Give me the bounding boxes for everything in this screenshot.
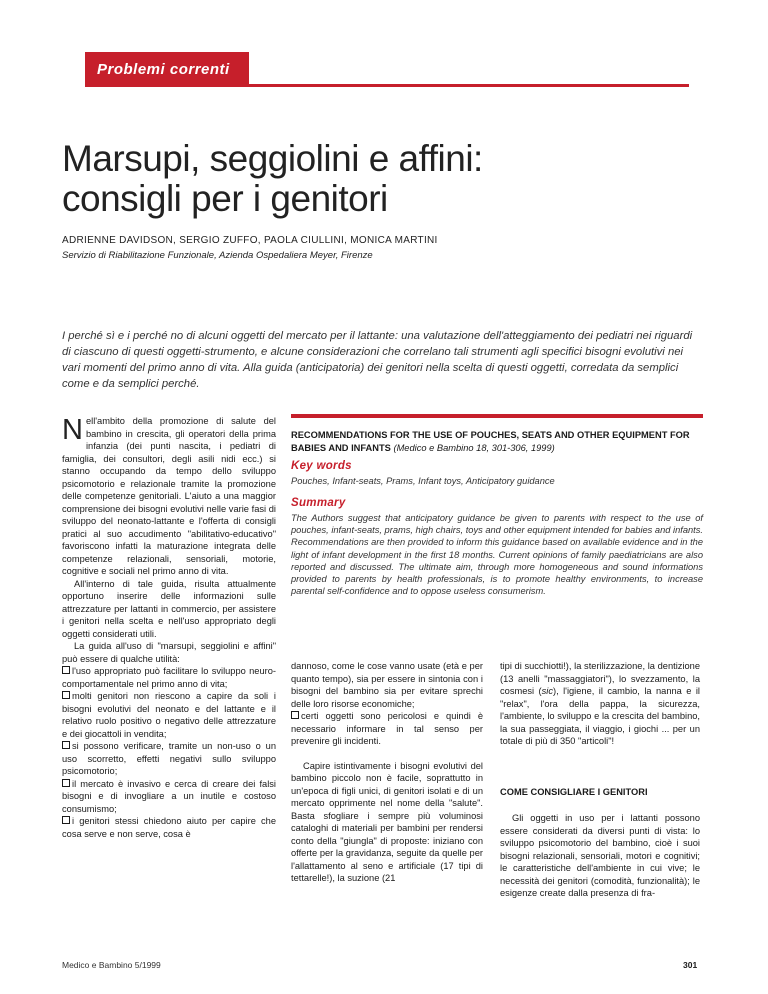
english-title: RECOMMENDATIONS FOR THE USE OF POUCHES, SEATS AND OTHER EQUIPMENT FOR BABIES AND INFANTS (Medico e Bambino 18, 301-306, 1999) (291, 430, 690, 453)
keywords: Pouches, Infant-seats, Prams, Infant toys, Anticipatory guidance (291, 476, 555, 486)
bullet-item: i genitori stessi chiedono aiuto per capire che cosa serve e non serve, cosa è (62, 816, 276, 839)
paragraph: Capire istintivamente i bisogni evolutivi del bambino piccolo non è facile, soprattutto in un'epoca di figli unici, di genitori isolati e di un mercato opprimente nel nome della "salute". Basta sfogliare i sempre più voluminosi cataloghi di materiali per bambini per rendersi conto della "giungla" di proposte: iniziano con offerte per la gravidanza, seguite da quelle per l'allattamento al seno e artificiale (17 tipi di tettarelle!), la suzione (21 (291, 760, 483, 883)
bullet-item: si possono verificare, tramite un non-uso o un uso scorretto, effetti negativi sullo sviluppo psicomotorio; (62, 741, 276, 776)
column-1 (62, 415, 276, 840)
paragraph: dannoso, come le cose vanno usate (età e per quanto tempo), sia per essere in sintonia con i bisogni del bambino sia per evitare sprechi delle loro risorse economiche; (291, 661, 483, 709)
affiliation: Servizio di Riabilitazione Funzionale, Azienda Ospedaliera Meyer, Firenze (62, 250, 373, 261)
checkbox-bullet-icon (62, 741, 70, 749)
bullet-item: certi oggetti sono pericolosi e quindi è necessario informare in tal senso per prevenire gli incidenti. (291, 711, 483, 746)
article-title (62, 139, 682, 219)
checkbox-bullet-icon (62, 691, 70, 699)
italian-abstract: I perché sì e i perché no di alcuni oggetti del mercato per il lattante: una valutazione dell'atteggiamento dei pediatri nei riguardi di ciascuno di questi oggetti-strumento, e alcune considerazioni che correlano tali strumenti agli specifici bisogni evolutivi nei vari momenti del primo anno di vita. Alla guida (anticipatoria) dei genitori nella scelta di questi oggetti, corredata da semplici come e da semplici perché. (62, 330, 693, 390)
section-label: Problemi correnti (85, 52, 249, 86)
bullet-item: il mercato è invasivo e cerca di creare dei falsi bisogni e di invogliare a un inutile e costoso consumismo; (62, 778, 276, 814)
drop-cap: N (62, 414, 83, 446)
title-line-1: Marsupi, seggiolini e affini: (62, 138, 483, 179)
bullet-item: l'uso appropriato può facilitare lo sviluppo neuro-comportamentale nel primo anno di vita; (62, 666, 276, 689)
column-2 (291, 660, 483, 885)
summary-text: The Authors suggest that anticipatory guidance be given to parents with respect to the use of pouches, infant-seats, prams, high chairs, toys and other equipment intended for babies and infants. Recommendations are then provided to inform this guidance based on available evidence and in the light of infant development in the first 18 months. Current opinions of family paediatricians are also reported and discussed. The ultimate aim, through more homogeneous and sound informations provided to parents by health professionals, is to promote healthy environments, to increase parental self-confidence and to oppose useless consumerism. (291, 513, 703, 597)
bullet-item: molti genitori non riescono a capire da soli i bisogni evolutivi del neonato e del lattante e il relativo ruolo positivo o negativo delle attrezzature e dei giocattoli in vendita; (62, 691, 276, 739)
checkbox-bullet-icon (62, 779, 70, 787)
authors: ADRIENNE DAVIDSON, SERGIO ZUFFO, PAOLA CIULLINI, MONICA MARTINI (62, 235, 438, 246)
checkbox-bullet-icon (62, 816, 70, 824)
section-rule (85, 84, 689, 87)
checkbox-bullet-icon (62, 666, 70, 674)
journal-footer: Medico e Bambino 5/1999 (62, 960, 161, 970)
keywords-heading: Key words (291, 460, 352, 472)
citation: (Medico e Bambino 18, 301-306, 1999) (393, 443, 555, 453)
intro-paragraph: Nell'ambito della promozione di salute del bambino in crescita, gli operatori della prima infanzia (dei punti nascita, i pediatri di famiglia, dei consultori, degli asili nidi ecc.) si stanno occupando da tempo dello sviluppo psicomotorio e relazionale tramite la promozione delle competenze genitoriali. L'aiuto a una maggior comprensione dei bisogni evolutivi nelle varie fasi di sviluppo del neonato-lattante e l'offerta di consigli pratici al suo accudimento "abilitativo-educativo" favoriscono infatti la maturazione integrata delle competenze relazionali, sensoriali, motorie, cognitive e sociali nel primo anno di vita. (62, 414, 276, 576)
column-3 (500, 660, 700, 900)
paragraph: Gli oggetti in uso per i lattanti possono essere considerati da diversi punti di vista: lo sviluppo psicomotorio del bambino, cioè i suoi bisogni relazionali, sensoriali, motori e cognitivi; le caratteristiche dell'ambiente in cui vive; le necessità dei genitori (comodità, funzionalità); le esigenze create dalla presenza di fra- (500, 813, 700, 898)
title-line-2: consigli per i genitori (62, 178, 388, 219)
paragraph: La guida all'uso di "marsupi, seggiolini e affini" può essere di qualche utilità: (62, 641, 276, 664)
section-heading: COME CONSIGLIARE I GENITORI (500, 786, 648, 797)
paragraph: All'interno di tale guida, risulta attualmente opportuno inserire delle informazioni sulle attrezzature per lattanti in commercio, per assistere i genitori nella scelta e nell'uso appropriato degli oggetti considerati utili. (62, 578, 276, 639)
paragraph: tipi di succhiotti!), la sterilizzazione, la dentizione (13 anelli "massaggiatori"), lo svezzamento, la cosmesi (sic), l'igiene, il cambio, la nanna e il "relax", l'ora della pappa, la sicurezza, l'ambiente, lo sviluppo e la crescita del bambino, la sua passeggiata, il viaggio, i giochi ... per un totale di più di 350 "articoli"! (500, 661, 700, 746)
checkbox-bullet-icon (291, 711, 299, 719)
page-number: 301 (683, 960, 698, 970)
summary-heading: Summary (291, 497, 346, 509)
